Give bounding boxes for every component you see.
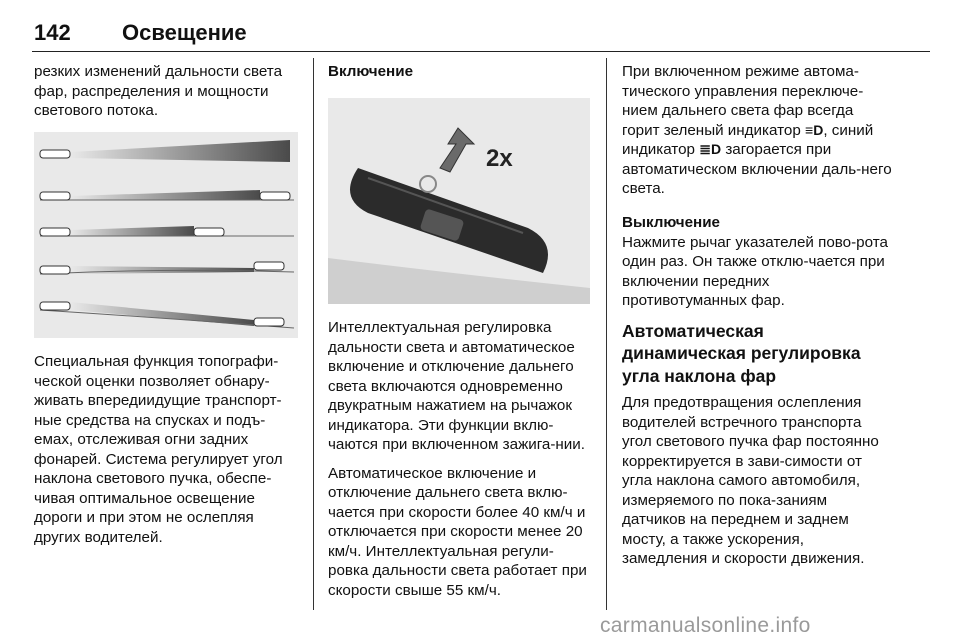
car-icon <box>260 192 290 200</box>
indicator-paragraph: При включенном режиме автома-тического управления переключе-нием дальнего света фар всегда горит зеленый индикатор ≡D, синий индикатор ≣D загорается при автоматическом включении даль-него света. <box>622 63 892 197</box>
car-icon <box>194 228 224 236</box>
activation-paragraph: Интеллектуальная регулировка дальности света и автоматическое включение и отключение дальнего света включаются одновременно двукратным нажатием на рычажок индикатора. Эти функции вклю-чаются при включенном зажига-нии. <box>328 319 585 453</box>
off-paragraph: Нажмите рычаг указателей пово-рота один раз. Он также отклю-чается при включении передних противотуманных фар. <box>622 233 888 309</box>
beam-pattern-figure <box>34 132 298 338</box>
page-number: 142 <box>34 20 71 45</box>
topographic-paragraph: Специальная функция топографи-ческой оценки позволяет обнару-живать впередиидущие транспорт-ные средства на спусках и подъ-емах, отслеживая огни задних фонарей. Система регулирует угол наклона светового пучка, обеспе-чивая оптимальное освещение дороги и при этом не ослепляя других водителей. <box>34 353 283 546</box>
section-heading-on: Включение <box>328 63 414 80</box>
beam-row-3 <box>70 226 194 236</box>
beam-row-2 <box>70 190 260 200</box>
beam-row-1 <box>70 140 290 162</box>
column-middle <box>328 62 592 82</box>
car-icon <box>254 318 284 326</box>
lever-illustration <box>328 98 590 304</box>
auto-high-beam-icon: ≡D <box>805 121 824 138</box>
push-arrow-icon <box>440 128 474 172</box>
page-header <box>32 8 930 52</box>
car-icon <box>40 150 70 158</box>
car-icon <box>40 192 70 200</box>
page-title: Освещение <box>122 20 247 45</box>
section-heading-off: Выключение <box>622 213 720 231</box>
column-divider <box>606 58 607 610</box>
section-heading-dynamic: Автоматическая динамическая регулировка угла наклона фар <box>622 320 861 386</box>
car-icon <box>40 266 70 274</box>
press-count-label: 2x <box>486 145 513 172</box>
beam-diagram <box>34 132 298 338</box>
lever-figure <box>328 98 590 304</box>
high-beam-icon: ≣D <box>699 141 722 157</box>
car-icon <box>40 302 70 310</box>
car-icon <box>40 228 70 236</box>
column-right <box>622 62 892 578</box>
column-left-body <box>34 352 300 556</box>
dynamic-paragraph: Для предотвращения ослепления водителей встречного транспорта угол светового пучка фар постоянно корректируется в зави-симости от угла наклона самого автомобиля, измеряемого по пока-заниям датчиков на переднем и заднем мосту, а также ускорения, замедления и скорости движения. <box>622 394 879 567</box>
beam-row-4 <box>70 266 254 274</box>
column-left <box>34 62 300 130</box>
column-middle-body <box>328 318 594 609</box>
speed-paragraph: Автоматическое включение и отключение дальнего света вклю-чается при скорости более 40 км/ч и отключается при скорости менее 20 км/ч. Интеллектуальная регули-ровка дальности света работает при скорости свыше 55 км/ч. <box>328 464 587 599</box>
intro-paragraph: резких изменений дальности света фар, распределения и мощности светового потока. <box>34 63 283 119</box>
column-divider <box>313 58 314 610</box>
watermark: carmanualsonline.info <box>600 614 811 637</box>
car-icon <box>254 262 284 270</box>
